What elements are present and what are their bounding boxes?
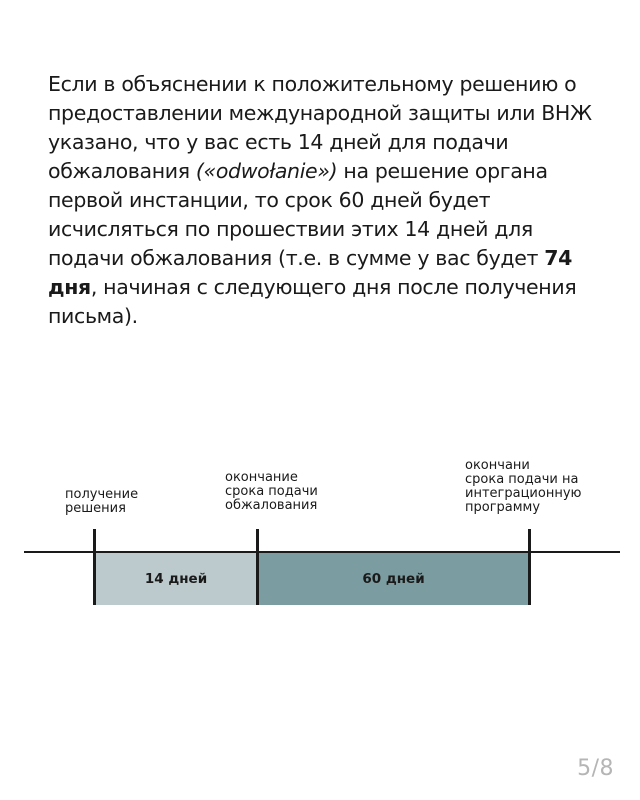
timeline-label-appeal-deadline: окончание срока подачи обжалования: [225, 470, 318, 513]
timeline-tick-appeal-end: [256, 529, 259, 605]
paragraph-text-1: Если в объяснении к положительному решению о предоставлении международной защиты или ВНЖ указано, что у вас есть 14 дней для подачи обжалования: [48, 72, 592, 183]
segment-label-60-days: 60 дней: [362, 571, 425, 587]
timeline-tick-integration-end: [528, 529, 531, 605]
timeline-tick-decision: [93, 529, 96, 605]
body-paragraph: [48, 70, 608, 331]
timeline-label-integration-deadline: окончани срока подачи на интеграционную программу: [465, 458, 582, 515]
segment-label-14-days: 14 дней: [144, 571, 208, 587]
total-days-highlight: 74 дня: [48, 246, 573, 299]
paragraph-text-3: , начиная с следующего дня после получения письма).: [48, 275, 577, 328]
page-number: 5/8: [577, 756, 614, 781]
polish-term: («odwołanie»): [195, 159, 338, 183]
timeline-segment-14-days: [96, 553, 256, 605]
paragraph-text-2: на решение органа первой инстанции, то срок 60 дней будет исчисляться по прошествии этих 14 дней для подачи обжалования (т.е. в сумме у вас будет: [48, 159, 548, 270]
timeline-segment-60-days: [259, 553, 528, 605]
timeline-label-decision-received: получение решения: [65, 487, 139, 516]
